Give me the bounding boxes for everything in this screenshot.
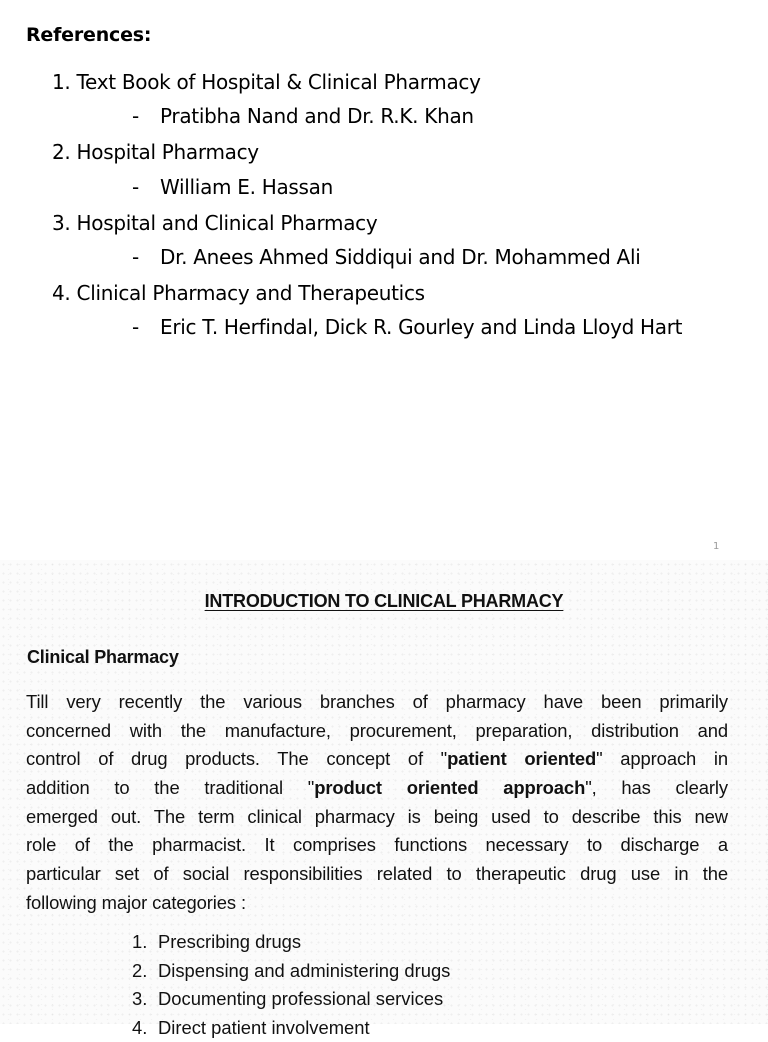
reference-author [132,104,474,128]
line-text: ", has clearly [585,777,728,798]
category-item [132,1014,450,1042]
category-item [132,985,450,1014]
line-text: Till very recently the various branches of pharmacy have been primarily [26,691,728,712]
introduction-heading: INTRODUCTION TO CLINICAL PHARMACY [0,591,768,612]
section-heading: Clinical Pharmacy [27,647,179,668]
paragraph-line [26,889,728,918]
category-label: Dispensing and administering drugs [158,960,450,981]
reference-author-name: William E. Hassan [160,175,333,199]
paragraph-line [26,717,728,746]
reference-author-name: Eric T. Herfindal, Dick R. Gourley and Linda Lloyd Hart [160,315,682,339]
category-label: Prescribing drugs [158,931,301,952]
reference-author-name: Pratibha Nand and Dr. R.K. Khan [160,104,474,128]
line-text: following major categories : [26,892,246,913]
category-number: 4. [132,1014,158,1042]
author-dash: - [132,315,160,339]
reference-author [132,175,333,199]
paragraph-line [26,774,728,803]
paragraph-line [26,688,728,717]
bold-term: patient oriented [447,748,596,769]
reference-title: 4. Clinical Pharmacy and Therapeutics [52,281,425,305]
reference-author [132,315,682,339]
reference-author-name: Dr. Anees Ahmed Siddiqui and Dr. Mohammed Ali [160,245,640,269]
line-text: role of the pharmacist. It comprises functions necessary to discharge a [26,834,728,855]
category-label: Direct patient involvement [158,1017,370,1038]
bold-term: product oriented approach [314,777,585,798]
paragraph-line [26,831,728,860]
categories-list [132,928,450,1042]
reference-title: 3. Hospital and Clinical Pharmacy [52,211,377,235]
reference-title: 2. Hospital Pharmacy [52,140,259,164]
paragraph-line [26,860,728,889]
category-number: 2. [132,957,158,986]
reference-title: 1. Text Book of Hospital & Clinical Pharmacy [52,70,481,94]
author-dash: - [132,245,160,269]
introduction-page [0,560,768,1024]
author-dash: - [132,175,160,199]
paragraph-line [26,745,728,774]
category-number: 3. [132,985,158,1014]
line-text: particular set of social responsibilities related to therapeutic drug use in the [26,863,728,884]
reference-author [132,245,640,269]
category-label: Documenting professional services [158,988,443,1009]
category-item [132,957,450,986]
author-dash: - [132,104,160,128]
line-text: " approach in [596,748,728,769]
page-number: 1 [713,541,719,552]
paragraph-line [26,803,728,832]
line-text: addition to the traditional " [26,777,314,798]
line-text: emerged out. The term clinical pharmacy is being used to describe this new [26,806,728,827]
line-text: control of drug products. The concept of " [26,748,447,769]
references-heading: References: [26,24,151,46]
intro-paragraph [26,688,728,918]
category-number: 1. [132,928,158,957]
line-text: concerned with the manufacture, procurement, preparation, distribution and [26,720,728,741]
category-item [132,928,450,957]
